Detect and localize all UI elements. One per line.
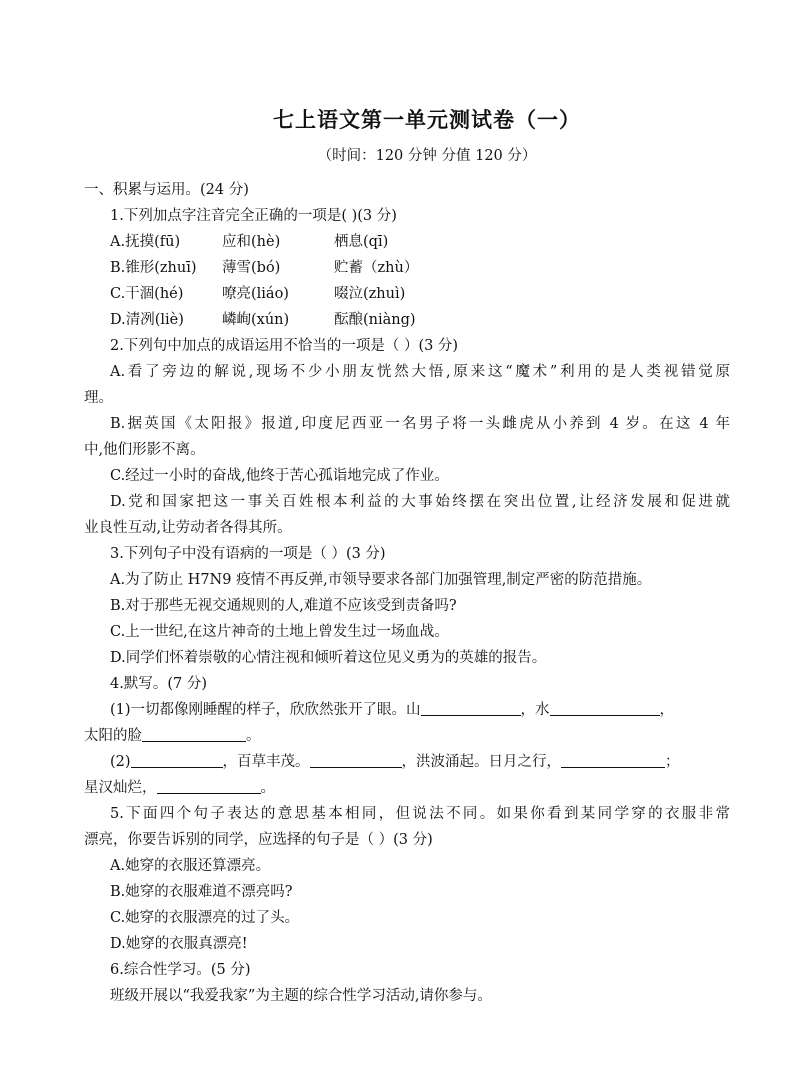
answer-blank[interactable] <box>131 750 223 768</box>
dictation-text: ，百草丰茂。 <box>222 754 310 770</box>
option-word: B.锥形(zhuī) <box>110 260 197 276</box>
dictation-text: 星汉灿烂， <box>84 780 157 796</box>
q5-option-b: B.她穿的衣服难道不漂亮吗? <box>110 884 293 900</box>
q4-part1-line1 <box>84 697 730 723</box>
q2-option-b-line2: 中,他们形影不离。 <box>84 442 205 458</box>
q2-option-d-line2: 业良性互动,让劳动者各得其所。 <box>84 520 292 536</box>
answer-blank[interactable] <box>310 750 402 768</box>
q5-option-c: C.她穿的衣服漂亮的过了头。 <box>110 910 300 926</box>
q3-option-d: D.同学们怀着崇敬的心情注视和倾听着这位见义勇为的英雄的报告。 <box>110 650 547 666</box>
q4-part2-line2 <box>84 775 730 801</box>
dictation-text: (1)一切都像刚睡醒的样子，欣欣然张开了眼。山 <box>110 702 421 718</box>
q1-option-a <box>84 229 730 255</box>
q2-option-c: C.经过一小时的奋战,他终于苦心孤诣地完成了作业。 <box>110 468 449 484</box>
section-heading: 一、积累与运用。(24 分) <box>84 182 249 198</box>
question-4-stem: 4.默写。(7 分) <box>110 676 207 692</box>
answer-blank[interactable] <box>550 698 660 716</box>
q4-part2-line1 <box>84 749 730 775</box>
question-2-stem: 2.下列句中加点的成语运用不恰当的一项是（ ）(3 分) <box>110 338 459 354</box>
exam-info: （时间：120 分钟 分值 120 分） <box>317 148 537 164</box>
dictation-text: 。 <box>246 728 261 744</box>
q1-option-c <box>84 281 730 307</box>
option-word: 贮蓄（zhù） <box>334 260 419 276</box>
q3-option-c: C.上一世纪,在这片神奇的土地上曾发生过一场血战。 <box>110 624 449 640</box>
question-6-stem: 6.综合性学习。(5 分) <box>110 962 251 978</box>
answer-blank[interactable] <box>421 698 521 716</box>
answer-blank[interactable] <box>157 776 261 794</box>
q6-text: 班级开展以“我爱我家”为主题的综合性学习活动,请你参与。 <box>110 988 492 1004</box>
q1-option-d <box>84 307 730 333</box>
q2-option-d-line1: D.党和国家把这一事关百姓根本利益的大事始终摆在突出位置,让经济发展和促进就 <box>110 494 730 510</box>
answer-blank[interactable] <box>561 750 665 768</box>
q1-option-b <box>84 255 730 281</box>
dictation-text: 。 <box>260 780 275 796</box>
option-word: A.抚摸(fū) <box>110 234 181 250</box>
dictation-text: ，水 <box>520 702 550 718</box>
question-1-stem: 1.下列加点字注音完全正确的一项是( )(3 分) <box>110 208 397 224</box>
option-word: 薄雪(bó) <box>222 260 281 276</box>
option-word: D.清冽(liè) <box>110 312 184 328</box>
q2-option-b-line1: B.据英国《太阳报》报道,印度尼西亚一名男子将一头雌虎从小养到 4 岁。在这 4 年 <box>110 416 730 432</box>
dictation-text: (2) <box>110 754 131 770</box>
q4-part1-line2 <box>84 723 730 749</box>
answer-blank[interactable] <box>142 724 246 742</box>
option-word: C.干涸(hé) <box>110 286 184 302</box>
option-word: 栖息(qī) <box>334 234 389 250</box>
q3-option-b: B.对于那些无视交通规则的人,难道不应该受到责备吗? <box>110 598 457 614</box>
page-title: 七上语文第一单元测试卷（一） <box>273 107 581 132</box>
q3-option-a: A.为了防止 H7N9 疫情不再反弹,市领导要求各部门加强管理,制定严密的防范措施。 <box>110 572 652 588</box>
dictation-text: ， <box>659 702 675 718</box>
dictation-text: 太阳的脸 <box>84 728 142 744</box>
option-word: 酝酿(niàng) <box>334 312 416 328</box>
option-word: 嶙峋(xún) <box>222 312 290 328</box>
question-5-stem-line1: 5.下面四个句子表达的意思基本相同，但说法不同。如果你看到某同学穿的衣服非常 <box>110 806 730 822</box>
q2-option-a-line1: A.看了旁边的解说,现场不少小朋友恍然大悟,原来这“魔术”利用的是人类视错觉原 <box>110 364 730 380</box>
option-word: 嘹亮(liáo) <box>222 286 289 302</box>
q2-option-a-line2: 理。 <box>84 390 113 406</box>
q5-option-a: A.她穿的衣服还算漂亮。 <box>110 858 271 874</box>
question-3-stem: 3.下列句子中没有语病的一项是（ ）(3 分) <box>110 546 386 562</box>
q5-option-d: D.她穿的衣服真漂亮! <box>110 936 248 952</box>
dictation-text: ； <box>665 754 680 770</box>
dictation-text: ，洪波涌起。日月之行， <box>401 754 562 770</box>
option-word: 应和(hè) <box>222 234 281 250</box>
option-word: 啜泣(zhuì) <box>334 286 406 302</box>
question-5-stem-line2: 漂亮，你要告诉别的同学，应选择的句子是（ ）(3 分) <box>84 832 433 848</box>
